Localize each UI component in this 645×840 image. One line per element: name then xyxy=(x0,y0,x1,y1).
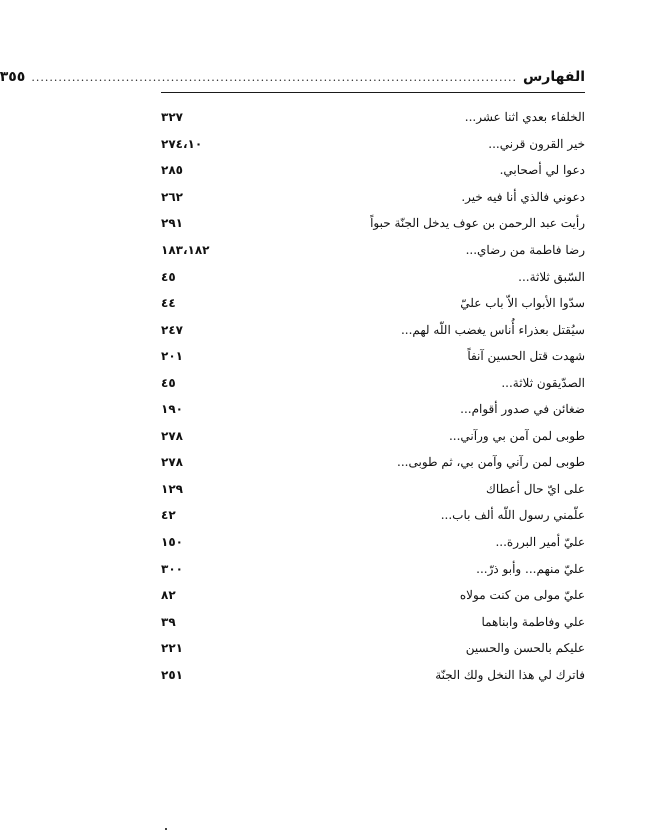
entry-text: شهدت قتل الحسين آنفاً xyxy=(467,349,585,364)
entry-page-ref: ٢٧٨ xyxy=(161,428,183,443)
index-entry xyxy=(161,316,585,343)
index-entry xyxy=(161,104,585,131)
entry-page-ref: ٢٠١ xyxy=(161,349,183,364)
header-leader-dots: ............................................................................................................ xyxy=(31,70,517,84)
index-entry xyxy=(161,396,585,423)
index-entry xyxy=(161,263,585,290)
section-title: الفهارس xyxy=(522,69,585,85)
running-header xyxy=(0,66,585,93)
entry-page-ref: ١٥٠ xyxy=(161,535,183,550)
entry-text: ضغائن في صدور أقوام... xyxy=(460,402,585,417)
page-number: ٣٥٥ xyxy=(0,69,26,85)
index-entry xyxy=(161,369,585,396)
entry-page-ref: ٢٤٧ xyxy=(161,322,183,337)
index-entry xyxy=(161,608,585,635)
index-entry xyxy=(161,184,585,211)
entry-page-ref: ٣٩ xyxy=(161,614,176,629)
entry-page-ref: ١٩٠ xyxy=(161,402,183,417)
entry-page-ref: ٤٥ xyxy=(161,269,176,284)
index-entry xyxy=(161,582,585,609)
entry-text: سدّوا الأبواب الاّ باب عليّ xyxy=(460,296,585,311)
entry-page-ref: ٤٥ xyxy=(161,375,176,390)
entry-page-ref: ٢٨٥ xyxy=(161,163,183,178)
entry-page-ref: ١٨٣،١٨٢ xyxy=(161,243,210,257)
entry-text: عليّ أمير البررة... xyxy=(495,535,585,550)
entry-text: السّبق ثلاثة... xyxy=(518,269,585,284)
entry-page-ref: ٣٢٧ xyxy=(161,110,183,125)
entry-text: عليّ مولى من كنت مولاه xyxy=(459,588,585,603)
index-entry xyxy=(161,237,585,264)
entry-text: دعوني فالذي أنا فيه خير. xyxy=(461,189,585,204)
entry-text: على ايّ حال أعطاك xyxy=(486,481,585,496)
entry-text: رضا فاطمة من رضاي... xyxy=(465,243,585,257)
entry-text: طوبى لمن آمن بي ورآني... xyxy=(448,428,585,443)
entry-page-ref: ٨٢ xyxy=(161,588,176,603)
entry-text: سيُقتل بعذراء أُناس يغضب اللّه لهم... xyxy=(400,322,585,337)
index-entry xyxy=(161,502,585,529)
entry-text: عليكم بالحسن والحسين xyxy=(465,641,585,656)
entry-text: علّمني رسول اللّه ألف باب... xyxy=(440,508,585,523)
entry-text: عليّ منهم... وأبو ذرّ... xyxy=(476,561,585,576)
index-entry xyxy=(161,529,585,556)
entry-page-ref: ٣٠٠ xyxy=(161,561,183,576)
index-entry xyxy=(161,157,585,184)
index-entry xyxy=(161,290,585,317)
index-entry xyxy=(161,476,585,503)
index-entries xyxy=(161,104,585,688)
index-entry xyxy=(161,555,585,582)
entry-page-ref: ٢٧٤،١٠ xyxy=(161,136,203,151)
entry-page-ref: ٢٧٨ xyxy=(161,455,183,470)
entry-text: طوبى لمن رآني وآمن بي، ثم طوبى... xyxy=(397,455,585,470)
index-entry xyxy=(161,423,585,450)
scan-speck xyxy=(165,828,167,830)
entry-page-ref: ١٢٩ xyxy=(161,481,183,496)
entry-page-ref: ٤٤ xyxy=(161,296,176,311)
index-entry xyxy=(161,635,585,662)
entry-page-ref: ٢٦٢ xyxy=(161,189,183,204)
entry-page-ref: ٤٢ xyxy=(161,508,176,523)
index-entry xyxy=(161,449,585,476)
entry-text: علي وفاطمة وابناهما xyxy=(481,614,585,629)
entry-page-ref: ٢٩١ xyxy=(161,216,183,231)
entry-text: دعوا لي أصحابي. xyxy=(499,163,585,178)
entry-text: فاترك لي هذا النخل ولك الجنّة xyxy=(435,667,585,682)
entry-page-ref: ٢٢١ xyxy=(161,641,183,656)
entry-page-ref: ٢٥١ xyxy=(161,667,183,682)
index-entry xyxy=(161,210,585,237)
index-entry xyxy=(161,661,585,688)
entry-text: رأيت عبد الرحمن بن عوف يدخل الجنّة حبواً xyxy=(370,216,585,231)
index-entry xyxy=(161,131,585,158)
entry-text: الصدّيقون ثلاثة... xyxy=(501,375,585,390)
entry-text: الخلفاء بعدي اثنا عشر... xyxy=(464,110,585,125)
entry-text: خير القرون قرني... xyxy=(488,136,585,151)
index-entry xyxy=(161,343,585,370)
